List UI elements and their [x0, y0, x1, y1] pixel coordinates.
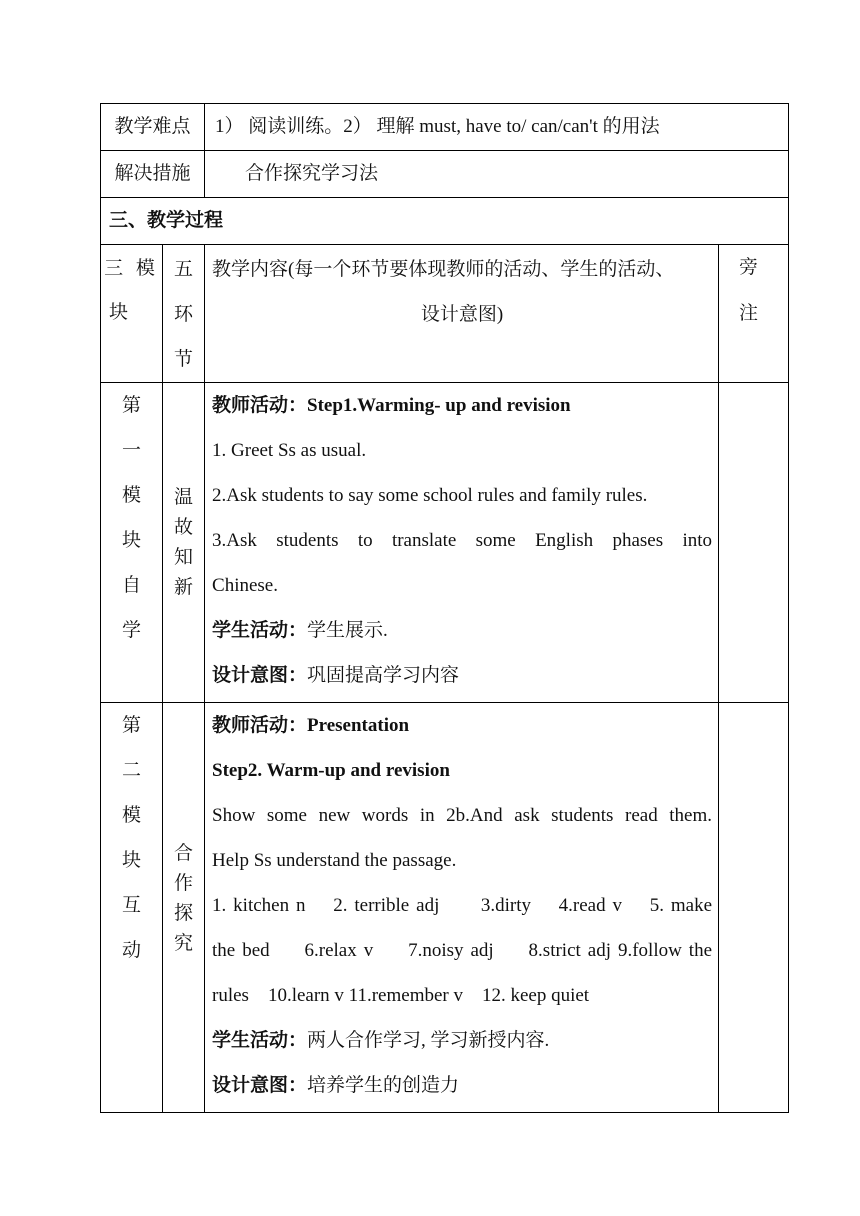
module-char: 第 [121, 715, 141, 736]
module-char: 块 [121, 850, 141, 871]
difficulty-row [101, 104, 789, 151]
module-char: 块 [121, 530, 141, 551]
link-char: 作 [174, 873, 194, 894]
difficulty-value: 1） 阅读训练。2） 理解 must, have to/ can/can't 的用法 [205, 104, 789, 151]
link-char: 合 [174, 843, 194, 864]
content-line: 3.Ask students to translate some English phases into [212, 530, 713, 551]
module-two-note [719, 703, 789, 1113]
module-one-note [719, 383, 789, 703]
vocab-line: rules 10.learn v 11.remember v 12. keep quiet [212, 985, 590, 1006]
student-activity-value: 两人合作学习, 学习新授内容. [307, 1030, 550, 1051]
student-activity-label: 学生活动： [212, 620, 308, 641]
module-two-cell [101, 703, 163, 1113]
teacher-activity-line [212, 703, 712, 748]
link-two-cell [163, 703, 205, 1113]
header-module-char: 三 模 [104, 258, 159, 279]
header-content-line1: 教学内容(每一个环节要体现教师的活动、学生的活动、 [212, 259, 675, 280]
step-title: Step2. Warm-up and revision [212, 760, 450, 781]
teacher-activity-title: Presentation [307, 715, 410, 736]
module-char: 第 [121, 395, 141, 416]
header-link-char: 五 [174, 259, 194, 280]
header-content-cell [205, 245, 719, 383]
module-char: 动 [121, 940, 141, 961]
link-char: 新 [174, 576, 194, 598]
header-module-char: 块 [109, 302, 129, 323]
header-link-cell [163, 245, 205, 383]
measures-label: 解决措施 [101, 151, 205, 198]
student-activity-label: 学生活动： [212, 1030, 308, 1051]
measures-value: 合作探究学习法 [205, 151, 789, 198]
module-one-row [101, 383, 789, 703]
content-line: Chinese. [212, 575, 278, 596]
section-title: 三、教学过程 [101, 198, 789, 245]
header-link-char: 节 [174, 349, 194, 370]
design-intent-line [212, 653, 712, 698]
module-one-content [205, 383, 719, 703]
design-intent-line [212, 1063, 712, 1108]
header-link-char: 环 [174, 304, 194, 325]
vocab-line: the bed 6.relax v 7.noisy adj 8.strict adj 9.follow the [212, 940, 713, 961]
student-activity-value: 学生展示. [307, 620, 388, 641]
module-char: 一 [121, 440, 141, 461]
content-line: Show some new words in 2b.And ask students read them. [212, 805, 713, 826]
link-one-cell [163, 383, 205, 703]
module-one-cell [101, 383, 163, 703]
link-char: 温 [174, 486, 194, 508]
design-intent-label: 设计意图： [212, 665, 308, 686]
header-module-cell [101, 245, 163, 383]
header-content-line2: 设计意图) [420, 304, 504, 325]
teacher-activity-line [212, 383, 712, 428]
module-char: 模 [121, 805, 141, 826]
design-intent-value: 培养学生的创造力 [307, 1075, 460, 1096]
content-line: 2.Ask students to say some school rules and family rules. [212, 485, 648, 506]
measures-row [101, 151, 789, 198]
link-char: 探 [174, 903, 194, 924]
teacher-activity-label: 教师活动： [212, 395, 308, 416]
teacher-activity-title: Step1.Warming- up and revision [307, 395, 571, 416]
design-intent-value: 巩固提高学习内容 [307, 665, 460, 686]
student-activity-line [212, 608, 712, 653]
module-char: 学 [121, 620, 141, 641]
module-char: 自 [121, 575, 141, 596]
vocab-line: 1. kitchen n 2. terrible adj 3.dirty 4.read v 5. make [212, 895, 713, 916]
module-two-content [205, 703, 719, 1113]
module-char: 互 [121, 895, 141, 916]
link-char: 究 [174, 933, 194, 954]
difficulty-label: 教学难点 [101, 104, 205, 151]
module-two-row [101, 703, 789, 1113]
header-row [101, 245, 789, 383]
module-char: 模 [121, 485, 141, 506]
design-intent-label: 设计意图： [212, 1075, 308, 1096]
content-line: 1. Greet Ss as usual. [212, 440, 367, 461]
section-row [101, 198, 789, 245]
student-activity-line [212, 1018, 712, 1063]
link-char: 知 [174, 546, 194, 568]
content-line: Help Ss understand the passage. [212, 850, 457, 871]
header-note: 旁 注 [719, 245, 789, 383]
link-char: 故 [174, 516, 194, 538]
module-char: 二 [121, 760, 141, 781]
teacher-activity-label: 教师活动： [212, 715, 308, 736]
lesson-plan-table [100, 103, 789, 1113]
